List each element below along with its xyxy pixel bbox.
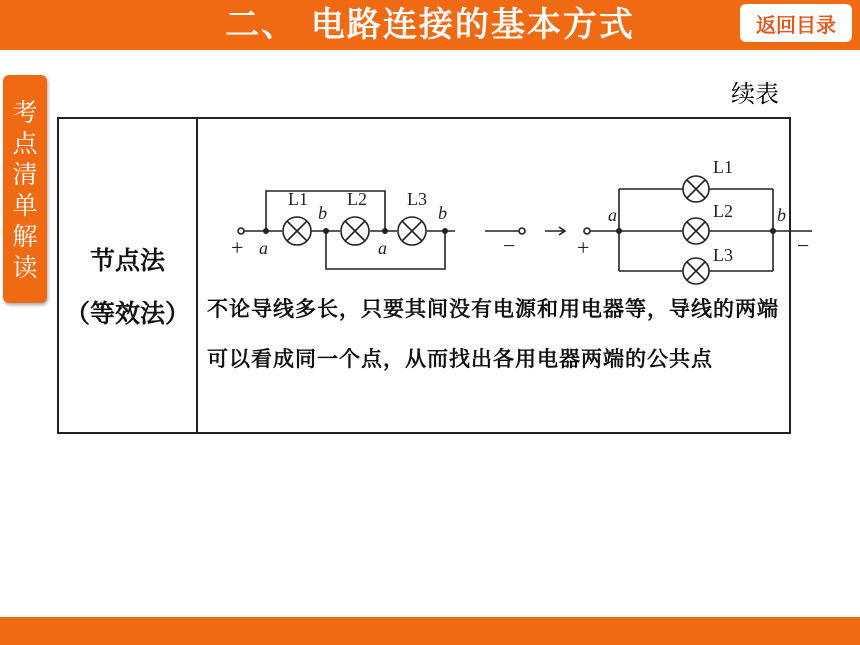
minus-terminal: −	[797, 233, 810, 258]
node-label: a	[608, 205, 617, 225]
content-table	[57, 117, 810, 434]
circuit-diagram	[225, 139, 810, 279]
lamp-icon	[283, 217, 311, 245]
lamp-icon	[341, 217, 369, 245]
table-divider	[196, 119, 198, 432]
plus-terminal: +	[231, 235, 244, 260]
node-label: b	[438, 203, 447, 223]
node-label: b	[318, 203, 327, 223]
lamp-label: L2	[347, 189, 367, 209]
lamp-icon	[683, 176, 709, 202]
lamp-icon	[683, 218, 709, 244]
method-name: 节点法	[89, 246, 165, 275]
back-to-contents-button[interactable]: 返回目录	[740, 4, 852, 42]
lamp-label: L1	[288, 189, 308, 209]
footer-bar	[0, 617, 860, 645]
continued-label: 续表	[731, 80, 779, 108]
method-alias: （等效法）	[64, 299, 190, 328]
side-tab[interactable]	[3, 75, 47, 303]
side-tab-label: 考点清单解读	[12, 98, 38, 282]
node-label: b	[777, 205, 786, 225]
lamp-label: L1	[713, 157, 733, 177]
lamp-label: L2	[713, 201, 733, 221]
method-description: 不论导线多长，只要其间没有电源和用电器等，导线的两端可以看成同一个点，从而找出各用电器两端的公共点	[207, 297, 779, 371]
page-title: 二、 电路连接的基本方式	[225, 5, 635, 45]
lamp-label: L3	[407, 189, 427, 209]
node-label: a	[259, 238, 268, 258]
lamp-label: L3	[713, 245, 733, 265]
node-label: a	[378, 238, 387, 258]
minus-terminal: −	[503, 233, 516, 258]
plus-terminal: +	[577, 235, 590, 260]
lamp-icon	[683, 258, 709, 284]
lamp-icon	[398, 217, 426, 245]
